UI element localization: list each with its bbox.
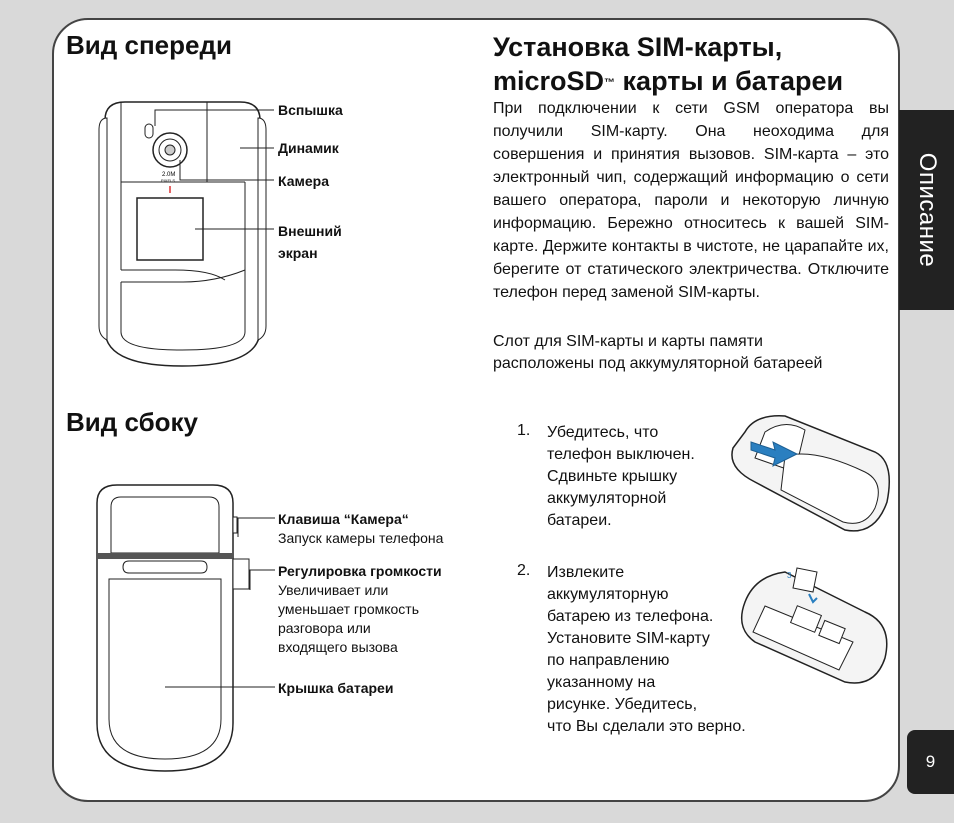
- page-number: 9: [907, 730, 954, 794]
- side-view-leader-lines: [160, 510, 280, 700]
- front-view-title: Вид спереди: [66, 30, 232, 60]
- label-battery-cover: Крышка батареи: [278, 680, 394, 696]
- svg-text:3: 3: [787, 571, 792, 580]
- side-view-title: Вид сбоку: [66, 407, 199, 437]
- camera-badge-bottom: PIXELS: [161, 178, 176, 183]
- label-camera-key: Клавиша “Камера“ Запуск камеры телефона: [278, 511, 444, 546]
- step-2-illustration: [735, 562, 895, 692]
- section-tab-label: Описание: [913, 152, 941, 268]
- front-view-leader-lines: [150, 100, 280, 240]
- install-title: Установка SIM-карты, microSD™ карты и батареи: [493, 32, 844, 96]
- step-1-text: Убедитесь, что телефон выключен. Сдвиньте крышку аккумуляторной батареи.: [547, 424, 695, 529]
- label-speaker: Динамик: [278, 140, 339, 156]
- section-tab: [899, 110, 954, 310]
- label-flash: Вспышка: [278, 102, 343, 118]
- label-external-screen: Внешний экран: [278, 223, 342, 261]
- install-paragraph: При подключении к сети GSM оператора вы получили SIM-карту. Она неоходима для совершения и принятия вызовов. SIM-карта – это электронный чип, содержащий информацию о сети вашего оператора, пароли и некоторую личную информацию. Бережно относитесь к вашей SIM-карте. Держите контакты в чистоте, не царапайте их, берегите от статического электричества. Отключите телефон перед заменой SIM-карты.: [493, 100, 889, 301]
- step-2-text: Извлеките аккумуляторную батарею из телефона. Установите SIM-карту по направлению указанному на рисунке. Убедитесь, что Вы сделали это верно.: [547, 564, 746, 735]
- step-1-illustration: [725, 412, 895, 537]
- label-volume: Регулировка громкости Увеличивает или уменьшает громкость разговора или входящего вызова: [278, 563, 442, 655]
- camera-badge-top: 2.0M: [162, 172, 176, 178]
- step-1-number: 1.: [517, 422, 531, 439]
- step-2-number: 2.: [517, 562, 531, 579]
- install-paragraph-slot: Слот для SIM-карты и карты памяти расположены под аккумуляторной батареей: [493, 333, 823, 372]
- label-camera: Камера: [278, 173, 329, 189]
